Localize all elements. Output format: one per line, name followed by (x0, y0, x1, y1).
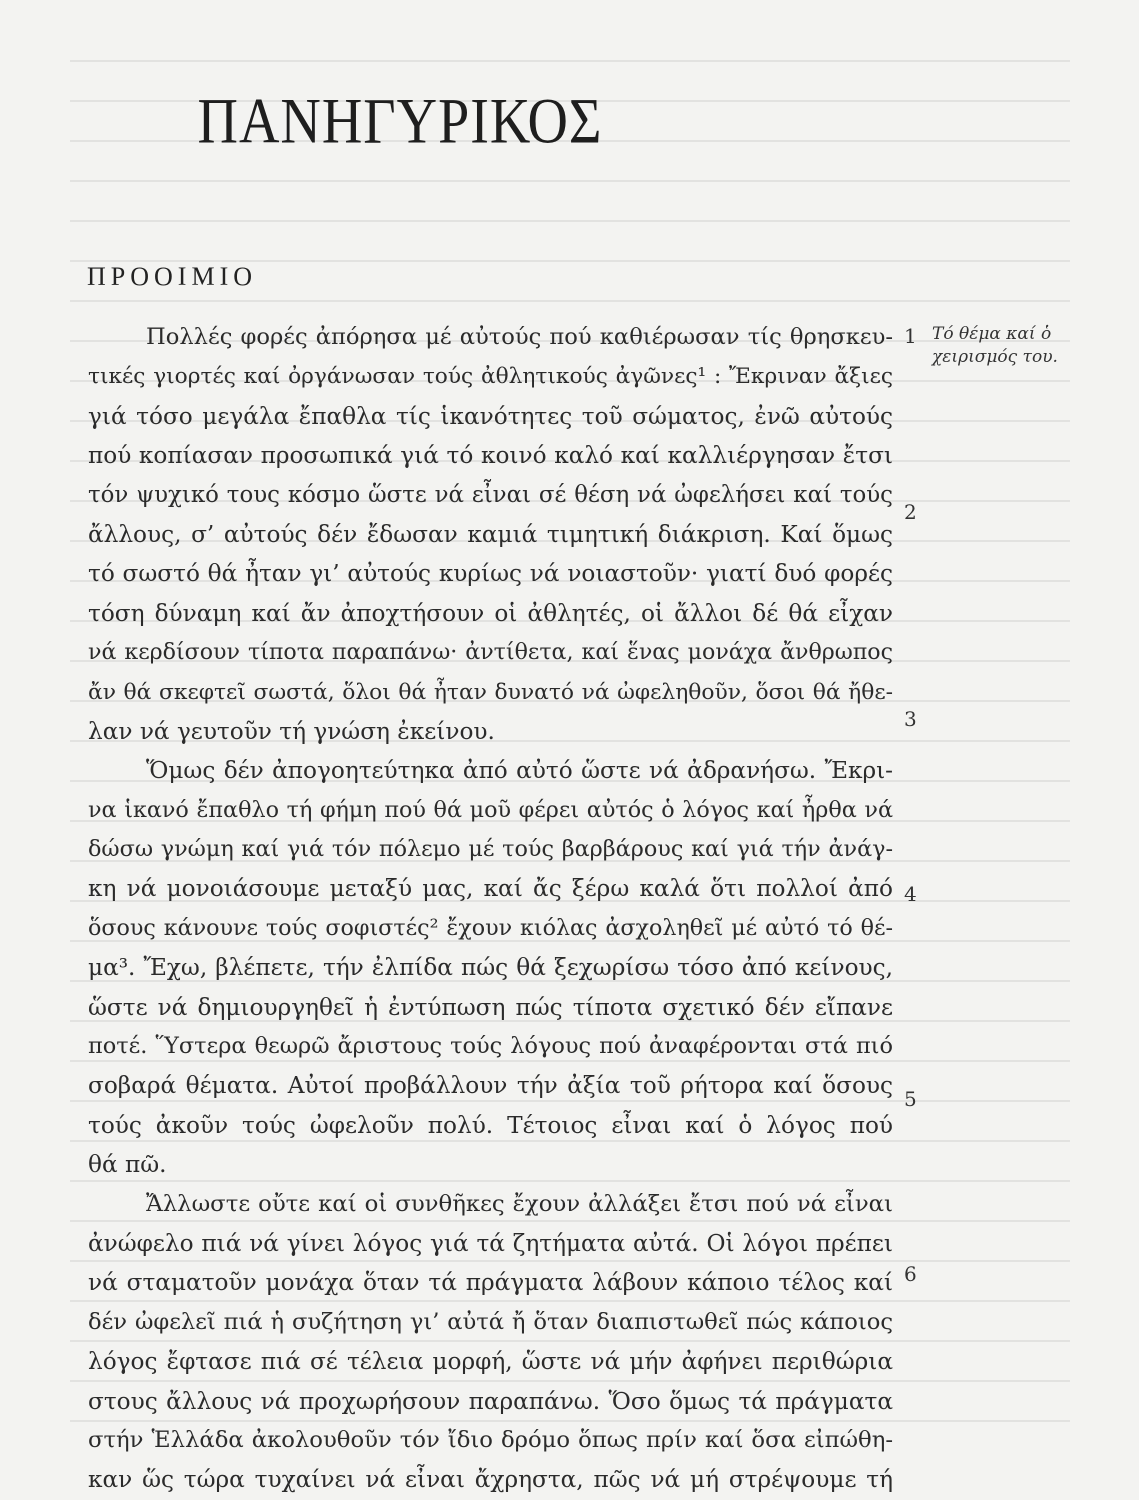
text-line: λαν νά γευτοῦν τή γνώση ἐκείνου. (88, 717, 495, 745)
body-text (88, 318, 893, 1500)
text-line: τό σωστό θά ἦταν γι’ αὐτούς κυρίως νά νοιαστοῦν· γιατί δυό φορές (88, 560, 893, 588)
text-line: νά σταματοῦν μονάχα ὅταν τά πράγματα λάβουν κάποιο τέλος καί (88, 1269, 893, 1297)
paragraph-number: 3 (904, 707, 917, 731)
text-line: τούς ἀκοῦν τούς ὠφελοῦν πολύ. Τέτοιος εἶναι καί ὁ λόγος πού (88, 1111, 893, 1139)
text-line: πού κοπίασαν προσωπικά γιά τό κοινό καλό καί καλλιέργησαν ἔτσι (88, 442, 893, 470)
page-title: ΠΑΝΗΓΥΡΙΚΟΣ (197, 86, 603, 158)
text-line: στήν Ἑλλάδα ἀκολουθοῦν τόν ἴδιο δρόμο ὅπως πρίν καί ὅσα εἰπώθη- (88, 1426, 893, 1453)
text-line: να ἱκανό ἔπαθλο τή φήμη πού θά μοῦ φέρει αὐτός ὁ λόγος καί ἦρθα νά (88, 796, 893, 823)
text-line: ὅσους κάνουνε τούς σοφιστές² ἔχουν κιόλας ἀσχοληθεῖ μέ αὐτό τό θέ- (88, 914, 893, 941)
text-line: καν ὥς τώρα τυχαίνει νά εἶναι ἄχρηστα, πῶς νά μή στρέψουμε τή (88, 1466, 893, 1494)
text-line: δέν ὠφελεῖ πιά ἡ συζήτηση γι’ αὐτά ἤ ὅταν διαπιστωθεῖ πώς κάποιος (88, 1308, 893, 1335)
paragraph-number: 4 (904, 882, 917, 906)
text-line: λόγος ἔφτασε πιά σέ τέλεια μορφή, ὥστε νά μήν ἀφήνει περιθώρια (88, 1348, 893, 1376)
text-line: γιά τόσο μεγάλα ἔπαθλα τίς ἱκανότητες τοῦ σώματος, ἐνῶ αὐτούς (88, 402, 893, 430)
text-line: τικές γιορτές καί ὀργάνωσαν τούς ἀθλητικούς ἀγῶνες¹ : Ἔκριναν ἄξιες (88, 364, 893, 390)
text-line: Ἄλλωστε οὔτε καί οἱ συνθῆκες ἔχουν ἀλλάξει ἔτσι πού νά εἶναι (146, 1190, 893, 1217)
text-line: ἄλλους, σ’ αὐτούς δέν ἔδωσαν καμιά τιμητική διάκριση. Καί ὅμως (88, 520, 893, 548)
text-line: ὥστε νά δημιουργηθεῖ ἡ ἐντύπωση πώς τίποτα σχετικό δέν εἴπανε (88, 993, 893, 1021)
text-line: ποτέ. Ὕστερα θεωρῶ ἄριστους τούς λόγους πού ἀναφέρονται στά πιό (88, 1033, 893, 1060)
margin-note: Τό θέμα καί ὁ χειρισμός του. (932, 324, 1058, 367)
text-line: μα³. Ἔχω, βλέπετε, τήν ἐλπίδα πώς θά ξεχωρίσω τόσο ἀπό κείνους, (88, 954, 893, 982)
paragraph-number: 2 (904, 500, 917, 524)
text-line: θά πῶ. (88, 1151, 167, 1179)
text-line: νά κερδίσουν τίποτα παραπάνω· ἀντίθετα, καί ἕνας μονάχα ἄνθρωπος (88, 639, 893, 666)
section-heading: ΠΡΟΟΙΜΙΟ (87, 262, 257, 291)
text-line: τόν ψυχικό τους κόσμο ὥστε νά εἶναι σέ θέση νά ὠφελήσει καί τούς (88, 481, 893, 508)
paragraph-number: 1 (904, 324, 917, 348)
paragraph-number: 6 (904, 1262, 917, 1286)
text-line: Πολλές φορές ἀπόρησα μέ αὐτούς πού καθιέρωσαν τίς θρησκευ- (146, 324, 893, 350)
paragraph-number: 5 (904, 1087, 917, 1111)
text-line: σοβαρά θέματα. Αὐτοί προβάλλουν τήν ἀξία τοῦ ρήτορα καί ὅσους (88, 1072, 893, 1100)
text-line: ἄν θά σκεφτεῖ σωστά, ὅλοι θά ἦταν δυνατό νά ὠφεληθοῦν, ὅσοι θά ἤθε- (88, 679, 893, 705)
text-line: τόση δύναμη καί ἄν ἀποχτήσουν οἱ ἀθλητές, οἱ ἄλλοι δέ θά εἶχαν (88, 599, 893, 627)
text-line: ἀνώφελο πιά νά γίνει λόγος γιά τά ζητήματα αὐτά. Οἱ λόγοι πρέπει (88, 1229, 893, 1257)
text-line: δώσω γνώμη καί γιά τόν πόλεμο μέ τούς βαρβάρους καί γιά τήν ἀνάγ- (88, 836, 893, 863)
text-line: Ὅμως δέν ἀπογοητεύτηκα ἀπό αὐτό ὥστε νά ἀδρανήσω. Ἔκρι- (146, 757, 893, 785)
text-line: στους ἄλλους νά προχωρήσουν παραπάνω. Ὅσο ὅμως τά πράγματα (88, 1387, 893, 1415)
text-line: κη νά μονοιάσουμε μεταξύ μας, καί ἄς ξέρω καλά ὅτι πολλοί ἀπό (88, 875, 893, 903)
